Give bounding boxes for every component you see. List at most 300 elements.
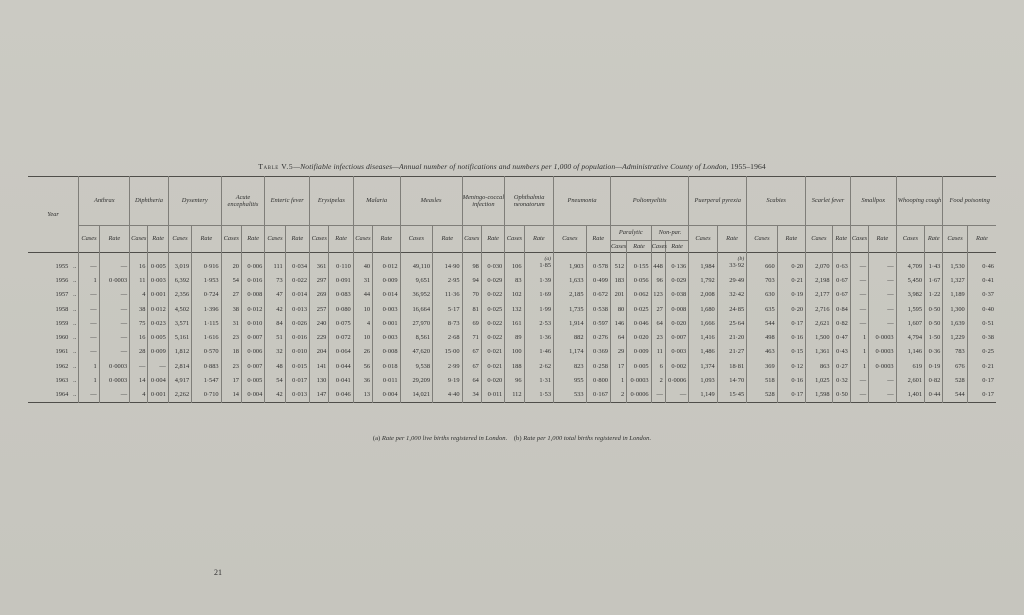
value-cell <box>554 330 587 344</box>
cell-value: 0·155 <box>633 262 649 270</box>
cell-value: 0·0003 <box>109 362 128 370</box>
value-cell <box>353 316 372 330</box>
cell-value: 660 <box>765 262 775 270</box>
cell-value: 0·005 <box>150 334 166 342</box>
value-cell <box>586 288 610 302</box>
cell-value: 0·50 <box>836 391 848 399</box>
cases-header: Cases <box>168 226 191 253</box>
value-cell <box>586 359 610 373</box>
value-cell <box>651 288 665 302</box>
cell-value: 1·616 <box>203 334 219 342</box>
cell-value: — <box>887 391 894 399</box>
disease-header: Pneumonia <box>554 177 611 226</box>
value-cell <box>265 345 285 359</box>
cell-value: 1,530 <box>950 262 965 270</box>
value-cell <box>850 345 868 359</box>
cell-value: 1,666 <box>700 319 715 327</box>
cell-value: 23 <box>232 334 239 342</box>
value-cell <box>241 330 264 344</box>
value-cell <box>689 359 717 373</box>
cell-value: — <box>887 276 894 284</box>
value-cell <box>665 302 688 316</box>
value-cell <box>967 316 996 330</box>
value-cell <box>462 345 481 359</box>
value-cell <box>717 388 746 403</box>
cell-value: — <box>887 262 894 270</box>
value-cell <box>925 373 943 387</box>
value-cell <box>481 345 504 359</box>
value-cell <box>99 302 129 316</box>
cell-value: 0·724 <box>203 291 219 299</box>
disease-header: Whooping cough <box>896 177 943 226</box>
cell-value: 0·38 <box>982 334 994 342</box>
value-cell <box>651 330 665 344</box>
cell-value: 0·002 <box>671 362 687 370</box>
cell-value: 2·68 <box>447 334 460 342</box>
value-cell <box>524 373 553 387</box>
cell-value: — <box>90 305 97 313</box>
cell-value: 9·19 <box>447 377 460 385</box>
value-cell <box>221 259 241 273</box>
value-cell <box>433 302 462 316</box>
value-cell <box>79 388 99 403</box>
value-cell <box>850 259 868 273</box>
value-cell <box>353 373 372 387</box>
cases-header: Cases <box>310 226 329 253</box>
footnote-a-ref: (a) <box>372 435 381 442</box>
value-cell <box>192 316 221 330</box>
cell-value: 25·64 <box>729 319 745 327</box>
value-cell <box>79 288 99 302</box>
value-cell <box>192 373 221 387</box>
cell-value: 528 <box>765 391 775 399</box>
value-cell <box>896 302 924 316</box>
footnote-b-text: Rate per 1,000 total births registered in London. <box>523 435 652 442</box>
cell-value: 676 <box>955 362 965 370</box>
cell-value: 0·014 <box>292 291 308 299</box>
value-cell <box>285 259 309 273</box>
disease-header: Anthrax <box>79 177 130 226</box>
cell-value: — <box>120 334 128 342</box>
cell-value: 1·50 <box>928 334 941 342</box>
cell-value: 0·080 <box>335 305 351 313</box>
cell-value: 1·99 <box>539 305 552 313</box>
value-cell <box>265 359 285 373</box>
cell-value: 0·67 <box>836 276 848 284</box>
value-cell <box>353 359 372 373</box>
cell-value: 0·030 <box>487 262 503 270</box>
value-cell <box>832 288 850 302</box>
value-cell <box>192 302 221 316</box>
value-cell <box>943 288 967 302</box>
cell-value: 23 <box>656 334 663 342</box>
value-cell <box>241 345 264 359</box>
cell-value: 2 <box>659 377 663 385</box>
value-cell <box>79 359 99 373</box>
rate-header: Rate <box>524 226 553 253</box>
cell-value: 0·570 <box>203 348 219 356</box>
value-cell <box>554 288 587 302</box>
rate-header: Rate <box>665 241 688 253</box>
cell-value: 0·21 <box>982 362 994 370</box>
value-cell <box>433 273 462 287</box>
cell-value: 1·31 <box>539 377 552 385</box>
value-cell <box>462 259 481 273</box>
cell-value: 0·022 <box>487 319 503 327</box>
value-cell <box>353 288 372 302</box>
cell-value: 0·82 <box>928 377 941 385</box>
value-cell <box>943 373 967 387</box>
cell-value: 0·12 <box>791 362 804 370</box>
value-cell <box>400 273 433 287</box>
cell-value: 0·499 <box>593 276 608 284</box>
value-cell <box>943 359 967 373</box>
page-number: 21 <box>214 568 222 577</box>
disease-header: Scabies <box>747 177 806 226</box>
value-cell <box>832 388 850 403</box>
value-cell <box>627 259 651 273</box>
value-cell <box>168 330 191 344</box>
rate-header: Rate <box>285 226 309 253</box>
cell-value: 0·0006 <box>668 377 687 385</box>
value-cell <box>481 373 504 387</box>
cell-value: 2,601 <box>907 377 923 385</box>
cell-value: — <box>120 348 128 356</box>
cell-value: 1·43 <box>928 262 941 270</box>
value-cell <box>373 273 400 287</box>
value-cell <box>524 359 553 373</box>
cell-value: 0·034 <box>292 262 308 270</box>
value-cell <box>524 255 553 273</box>
value-cell <box>869 388 896 403</box>
value-cell <box>554 345 587 359</box>
cell-value: 1·36 <box>539 334 552 342</box>
cell-value: — <box>859 291 867 299</box>
rate-header: Rate <box>925 226 943 253</box>
cell-value: 1,639 <box>950 319 965 327</box>
cell-value: 229 <box>316 334 327 342</box>
cell-value: — <box>120 391 128 399</box>
value-cell <box>925 259 943 273</box>
rate-header: Rate <box>433 226 462 253</box>
cell-value: 96 <box>515 377 522 385</box>
cell-value: 0·84 <box>836 305 848 313</box>
cell-value: 0·001 <box>150 391 166 399</box>
cell-value: 161 <box>511 319 522 327</box>
value-cell <box>627 288 651 302</box>
disease-header: Scarlet fever <box>806 177 851 226</box>
cell-value: 96 <box>656 276 663 284</box>
value-cell <box>505 373 524 387</box>
cell-value: 1,229 <box>950 334 965 342</box>
cell-value: 0·41 <box>982 276 994 284</box>
cell-value: 0·025 <box>487 305 503 313</box>
table-caption: Table V.5—Notifiable infectious diseases—Annual number of notifications and numbers per 1,000 of population—Administrative County of London, 1955–1964 <box>258 162 766 171</box>
value-cell <box>505 273 524 287</box>
value-cell <box>481 388 504 403</box>
cell-value: 14·70 <box>729 377 745 385</box>
cell-value: 0·32 <box>836 377 848 385</box>
value-cell <box>943 302 967 316</box>
disease-header: Enteric fever <box>265 177 310 226</box>
cell-value: 64 <box>617 334 625 342</box>
value-cell <box>651 359 665 373</box>
value-cell <box>462 359 481 373</box>
cell-value: 9,538 <box>415 362 431 370</box>
value-cell <box>505 388 524 403</box>
cell-value: 1·396 <box>203 305 219 313</box>
cell-value: 54 <box>276 377 283 385</box>
value-cell <box>285 302 309 316</box>
value-cell <box>505 359 524 373</box>
cell-value: 1,093 <box>700 377 715 385</box>
value-cell <box>869 273 896 287</box>
value-cell <box>192 273 221 287</box>
value-cell <box>373 345 400 359</box>
cell-value: — <box>656 391 663 399</box>
value-cell <box>896 316 924 330</box>
cell-value: — <box>120 262 128 270</box>
value-cell <box>79 345 99 359</box>
cell-value: 36,952 <box>412 291 431 299</box>
cell-value: 0·47 <box>836 334 848 342</box>
cell-value: 15·00 <box>444 348 460 356</box>
cell-value: 0·013 <box>292 391 308 399</box>
rate-header: Rate <box>192 226 221 253</box>
value-cell <box>610 359 626 373</box>
value-cell <box>747 330 777 344</box>
value-cell <box>462 316 481 330</box>
rate-header: Rate <box>627 241 651 253</box>
table-title: Notifiable infectious diseases—Annual number of notifications and numbers per 1,000 of population—Administrative County of London, <box>300 162 729 171</box>
value-cell <box>241 316 264 330</box>
value-cell <box>554 359 587 373</box>
cell-value: 619 <box>912 362 923 370</box>
disease-header: Ophthalmia neonatorum <box>505 177 554 226</box>
value-cell <box>586 345 610 359</box>
cell-value: 0·883 <box>203 362 219 370</box>
value-cell <box>168 373 191 387</box>
cell-value: 0·005 <box>633 362 649 370</box>
value-cell <box>373 288 400 302</box>
value-cell <box>896 330 924 344</box>
year-value: 1963 <box>55 377 69 385</box>
value-cell <box>148 330 168 344</box>
value-cell <box>221 373 241 387</box>
value-cell <box>524 273 553 287</box>
value-cell <box>747 373 777 387</box>
value-cell <box>433 330 462 344</box>
cell-value: 40 <box>363 262 371 270</box>
cell-value: — <box>90 319 97 327</box>
cell-value: 0·005 <box>247 377 263 385</box>
cell-value: 1,500 <box>815 334 830 342</box>
cell-value: 0·064 <box>335 348 351 356</box>
value-cell <box>192 288 221 302</box>
value-cell <box>265 288 285 302</box>
value-cell <box>967 330 996 344</box>
cell-value: 27 <box>656 305 663 313</box>
cell-value: 0·062 <box>633 291 649 299</box>
cell-value: 1,914 <box>569 319 584 327</box>
value-cell <box>967 388 996 403</box>
cell-value: 31 <box>232 319 239 327</box>
cell-value: 1 <box>862 348 867 356</box>
value-cell <box>130 330 148 344</box>
value-cell <box>651 259 665 273</box>
cell-value: 369 <box>765 362 775 370</box>
value-cell <box>353 259 372 273</box>
value-cell <box>148 373 168 387</box>
cases-header: Cases <box>505 226 524 253</box>
cell-value: 9,651 <box>415 276 431 284</box>
value-cell <box>481 259 504 273</box>
value-cell <box>130 359 148 373</box>
value-cell <box>777 302 805 316</box>
value-cell <box>967 259 996 273</box>
note-marker-a: (a) <box>544 255 552 262</box>
cases-header: Cases <box>221 226 241 253</box>
cell-value: 0·710 <box>203 391 219 399</box>
value-cell <box>554 273 587 287</box>
value-cell <box>400 316 433 330</box>
cell-value: 0·091 <box>335 276 351 284</box>
table-row <box>28 373 996 387</box>
cell-value: 89 <box>515 334 522 342</box>
cell-value: — <box>90 348 97 356</box>
cases-header: Cases <box>610 241 626 253</box>
value-cell <box>925 288 943 302</box>
value-cell <box>554 259 587 273</box>
disease-header: Puerperal pyrexia <box>689 177 747 226</box>
value-cell <box>192 330 221 344</box>
value-cell <box>665 330 688 344</box>
cell-value: 0·003 <box>150 276 166 284</box>
value-cell <box>869 345 896 359</box>
cell-value: 2·95 <box>447 276 460 284</box>
cell-value: 0·003 <box>382 305 398 313</box>
cell-value: 1 <box>93 276 97 284</box>
cell-value: 0·25 <box>982 348 994 356</box>
cell-value: 4,917 <box>174 377 190 385</box>
value-cell <box>524 330 553 344</box>
value-cell <box>610 259 626 273</box>
value-cell <box>665 373 688 387</box>
cell-value: 1,174 <box>569 348 584 356</box>
value-cell <box>241 273 264 287</box>
cell-value: 0·011 <box>487 391 503 399</box>
cell-value: 533 <box>573 391 584 399</box>
value-cell <box>329 388 353 403</box>
value-cell <box>665 345 688 359</box>
value-cell <box>554 373 587 387</box>
value-cell <box>651 302 665 316</box>
cell-value: 1,598 <box>815 391 830 399</box>
cell-value: 17 <box>617 362 625 370</box>
cell-value: 0·029 <box>487 276 503 284</box>
value-cell <box>627 373 651 387</box>
disease-header: Measles <box>400 177 462 226</box>
value-cell <box>285 288 309 302</box>
cell-value: 14 <box>139 377 146 385</box>
cell-value: 1,416 <box>700 334 715 342</box>
table-row <box>28 330 996 344</box>
year-value: 1959 <box>55 319 69 327</box>
value-cell <box>806 388 832 403</box>
cell-value: 27 <box>232 291 239 299</box>
value-cell <box>168 345 191 359</box>
cases-header: Cases <box>554 226 587 253</box>
cell-value: 882 <box>573 334 584 342</box>
cell-value: 26 <box>363 348 371 356</box>
value-cell <box>689 316 717 330</box>
cell-value: 863 <box>819 362 830 370</box>
cell-value: 2,621 <box>815 319 830 327</box>
value-cell <box>433 388 462 403</box>
value-cell <box>943 345 967 359</box>
value-cell <box>832 316 850 330</box>
year-value: 1957 <box>55 291 69 299</box>
value-cell <box>168 302 191 316</box>
rate-header: Rate <box>586 226 610 253</box>
cell-value: 1,189 <box>950 291 965 299</box>
cell-value: 16 <box>139 334 146 342</box>
value-cell <box>524 388 553 403</box>
value-cell <box>353 302 372 316</box>
cell-value: 823 <box>573 362 584 370</box>
cell-value: 0·072 <box>335 334 351 342</box>
cell-value: 183 <box>614 276 625 284</box>
cell-value: 111 <box>273 262 283 270</box>
cell-value: — <box>859 377 867 385</box>
value-cell <box>747 288 777 302</box>
value-cell <box>462 302 481 316</box>
cell-value: 0·021 <box>487 348 503 356</box>
cell-value: 0·009 <box>150 348 166 356</box>
cases-header: Cases <box>850 226 868 253</box>
value-cell <box>148 302 168 316</box>
cell-value: 81 <box>472 305 479 313</box>
year-cell: 1963 .. <box>55 377 77 385</box>
cell-value: 5·17 <box>447 305 460 313</box>
cases-header: Cases <box>265 226 285 253</box>
cell-value: 0·020 <box>487 377 503 385</box>
value-cell <box>462 373 481 387</box>
cell-value: 0·21 <box>791 276 804 284</box>
cell-value: 0·0003 <box>875 334 894 342</box>
header-row-diseases <box>28 177 996 226</box>
value-cell <box>896 388 924 403</box>
value-cell <box>168 359 191 373</box>
cell-value: 1·547 <box>203 377 219 385</box>
cell-value: — <box>887 305 894 313</box>
cell-value: 1·46 <box>539 348 552 356</box>
value-cell <box>148 316 168 330</box>
cell-value: 1·22 <box>928 291 941 299</box>
value-cell <box>353 388 372 403</box>
cell-value: 1·67 <box>928 276 941 284</box>
cell-value: 3,571 <box>174 319 190 327</box>
value-cell <box>832 359 850 373</box>
cell-value: 0·36 <box>928 348 941 356</box>
value-cell <box>285 273 309 287</box>
cell-value: — <box>859 305 867 313</box>
cell-value: — <box>859 276 867 284</box>
cell-value: 0·276 <box>593 334 608 342</box>
value-cell <box>586 373 610 387</box>
value-cell <box>832 330 850 344</box>
value-cell <box>192 345 221 359</box>
